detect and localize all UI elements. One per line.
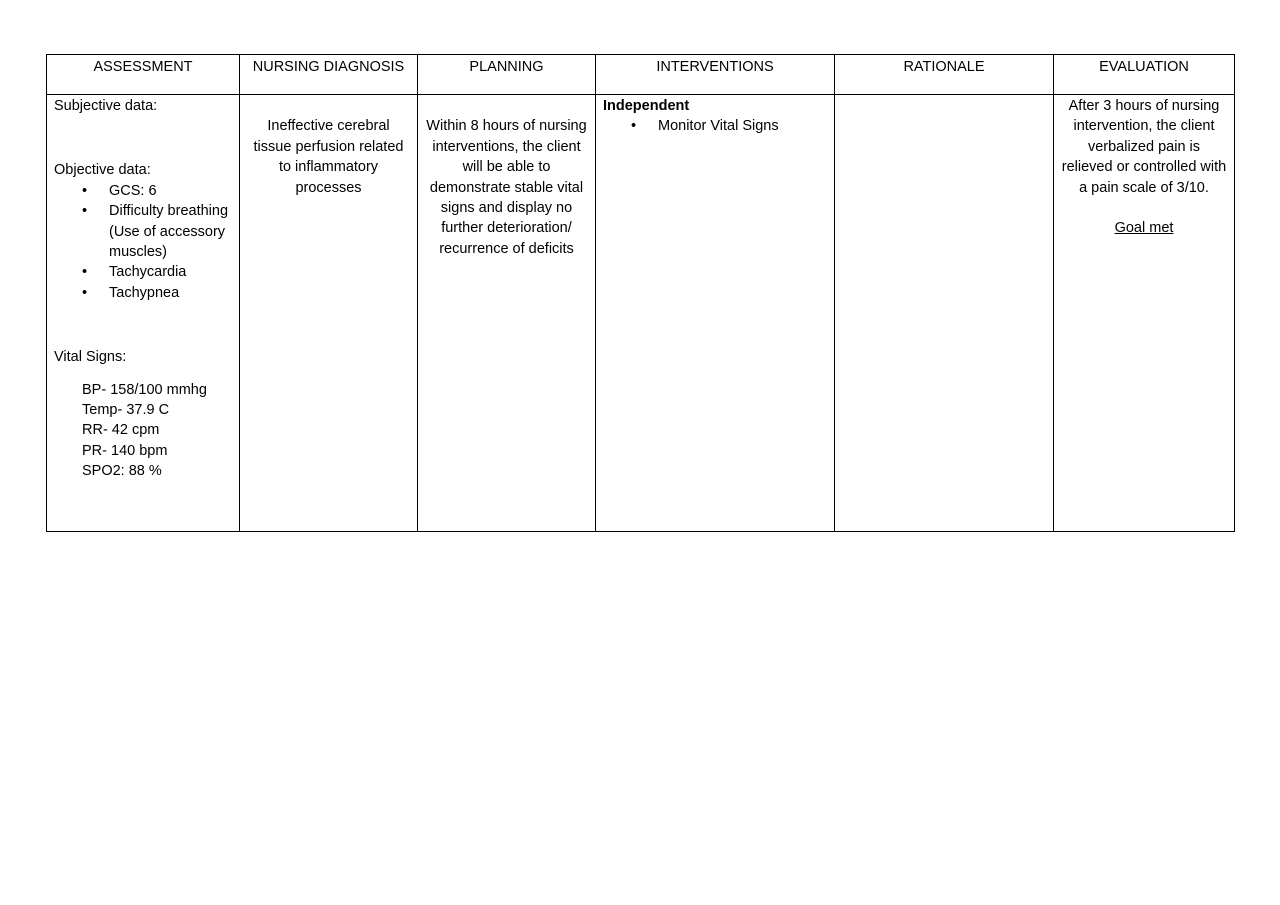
bullet-icon: •: [631, 118, 637, 135]
planning-cell: [418, 95, 596, 532]
objective-item-text: Tachypnea: [109, 284, 180, 301]
interventions-heading: Independent: [603, 98, 690, 114]
evaluation-text: After 3 hours of nursing intervention, the client verbalized pain is relieved or controlled with a pain scale of 3/10.: [1061, 98, 1227, 196]
intervention-item-text: Monitor Vital Signs: [658, 118, 779, 135]
bullet-icon: •: [82, 203, 88, 220]
objective-item-text: Difficulty breathing (Use of accessory muscles): [109, 203, 229, 261]
header-rationale: RATIONALE: [835, 55, 1054, 95]
diagnosis-text: Ineffective cerebral tissue perfusion related to inflammatory processes: [253, 118, 404, 196]
nursing-care-plan-table: [46, 54, 1235, 532]
header-evaluation: EVALUATION: [1054, 55, 1235, 95]
vital-signs-label: Vital Signs:: [54, 349, 127, 366]
vital-spo2: SPO2: 88 %: [82, 463, 162, 480]
bullet-icon: •: [82, 284, 88, 301]
list-item: [54, 262, 232, 282]
header-interventions: INTERVENTIONS: [596, 55, 835, 95]
list-item: [54, 283, 232, 303]
subjective-label: Subjective data:: [54, 98, 158, 114]
diagnosis-cell: [240, 95, 418, 532]
interventions-cell: [596, 95, 835, 532]
vital-bp: BP- 158/100 mmhg: [82, 381, 207, 398]
header-row: [47, 55, 1235, 95]
objective-item-text: GCS: 6: [109, 182, 157, 199]
content-row: [47, 95, 1235, 532]
evaluation-cell: [1054, 95, 1235, 532]
vital-rr: RR- 42 cpm: [82, 422, 160, 439]
rationale-cell: [835, 95, 1054, 532]
list-item: [54, 181, 232, 201]
objective-item-text: Tachycardia: [109, 264, 187, 281]
vital-signs-list: [54, 380, 232, 482]
assessment-cell: [47, 95, 240, 532]
vital-temp: Temp- 37.9 C: [82, 402, 170, 419]
planning-text: Within 8 hours of nursing interventions, the client will be able to demonstrate stable vital signs and display no further deterioration/ recurrence of deficits: [426, 118, 587, 257]
vital-pr: PR- 140 bpm: [82, 442, 168, 459]
header-assessment: ASSESSMENT: [47, 55, 240, 95]
list-item: [54, 201, 232, 262]
header-planning: PLANNING: [418, 55, 596, 95]
list-item: [603, 116, 827, 136]
header-nursing-diagnosis: NURSING DIAGNOSIS: [240, 55, 418, 95]
bullet-icon: •: [82, 264, 88, 281]
objective-label: Objective data:: [54, 162, 151, 179]
interventions-list: [603, 116, 827, 136]
evaluation-status: Goal met: [1114, 220, 1174, 237]
bullet-icon: •: [82, 182, 88, 199]
objective-list: [54, 181, 232, 303]
